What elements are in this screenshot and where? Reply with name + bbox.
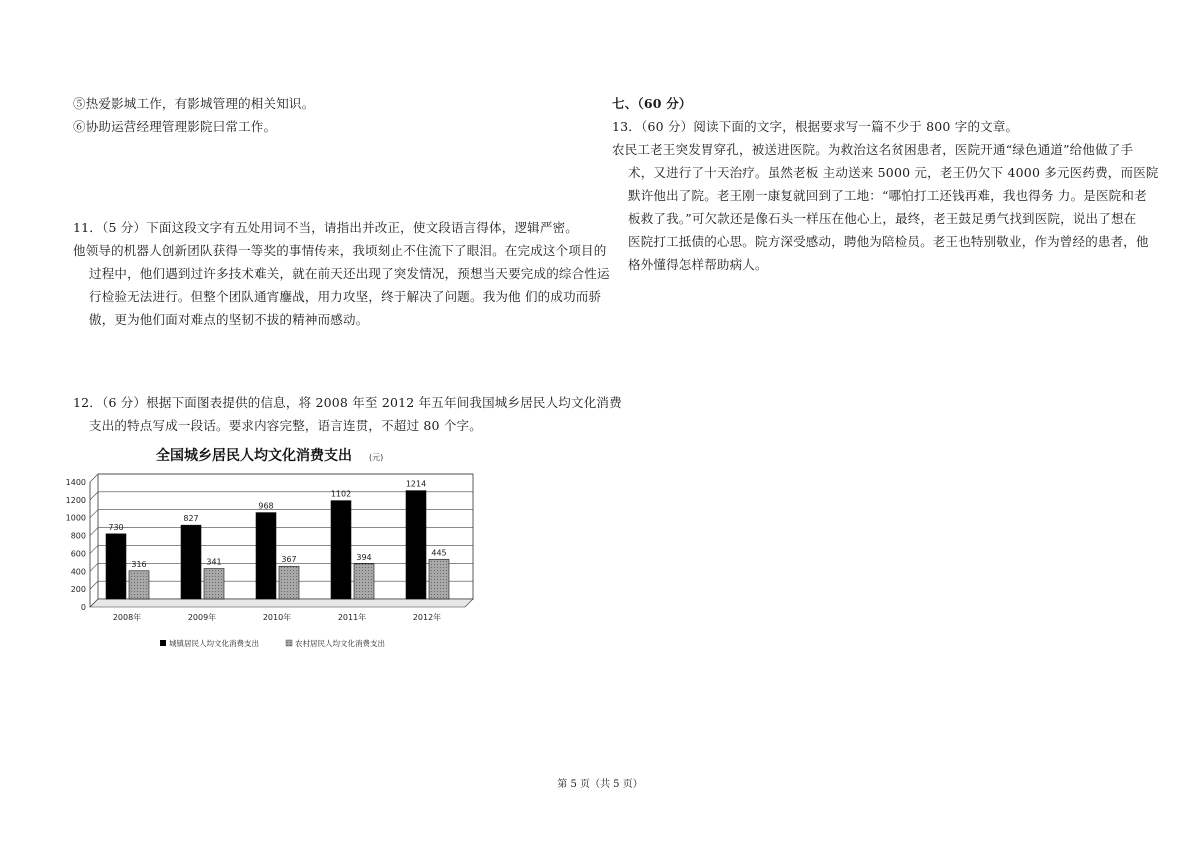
chart-floor xyxy=(90,599,473,607)
bar-rural xyxy=(204,569,224,599)
y-tick-label: 1200 xyxy=(65,495,86,505)
x-tick-label: 2012年 xyxy=(412,613,442,622)
legend-swatch-rural xyxy=(286,640,292,646)
question-11-passage: 过程中，他们遇到过许多技术难关，就在前天还出现了突发情况，预想当天要完成的综合性运 xyxy=(89,266,610,281)
bar-urban xyxy=(331,501,351,599)
question-13-passage: 医院打工抵债的心思。院方深受感动，聘他为陪检员。老王也特别敬业，作为曾经的患者，他 xyxy=(628,234,1149,249)
y-tick-label: 400 xyxy=(70,567,86,577)
question-11-passage: 傲，更为他们面对难点的坚韧不拔的精神而感动。 xyxy=(89,312,369,327)
data-label: 968 xyxy=(258,501,274,511)
question-13-passage: 板救了我。”可欠款还是像石头一样压在他心上，最终，老王鼓足勇气找到医院，说出了想在 xyxy=(628,211,1137,226)
question-11-stem: 11．（5 分）下面这段文字有五处用词不当，请指出并改正，使文段语言得体，逻辑严密。 xyxy=(73,220,578,235)
x-tick-label: 2008年 xyxy=(112,613,142,622)
bar-rural xyxy=(279,566,299,599)
legend-label-urban: 城镇居民人均文化消费支出 xyxy=(169,639,259,648)
bar-rural xyxy=(129,571,149,599)
data-label: 394 xyxy=(356,552,372,562)
gridline-diag xyxy=(90,474,98,482)
gridline-diag xyxy=(90,581,98,589)
data-label: 367 xyxy=(281,555,297,565)
gridline-diag xyxy=(90,545,98,553)
question-12-stem-cont: 支出的特点写成一段话。要求内容完整，语言连贯，不超过 80 个字。 xyxy=(89,418,482,433)
right-column xyxy=(612,92,1159,276)
y-tick-label: 800 xyxy=(70,531,86,541)
question-11-passage: 他领导的机器人创新团队获得一等奖的事情传来，我顷刻止不住流下了眼泪。在完成这个项目的 xyxy=(73,243,607,258)
question-13-passage: 术，又进行了十天治疗。虽然老板 主动送来 5000 元，老王仍欠下 4000 多元医药费，而医院 xyxy=(628,165,1159,180)
gridline-diag xyxy=(90,528,98,536)
x-tick-label: 2009年 xyxy=(187,613,217,622)
chart-title: 全国城乡居民人均文化消费支出 xyxy=(156,448,352,464)
section-heading: 七、（60 分） xyxy=(612,96,692,111)
bar-rural xyxy=(354,564,374,599)
x-tick-label: 2011年 xyxy=(337,613,367,622)
y-tick-label: 0 xyxy=(80,603,86,612)
gridline-diag xyxy=(90,492,98,500)
question-13-passage: 格外懂得怎样帮助病人。 xyxy=(628,257,768,272)
question-11-passage: 行检验无法进行。但整个团队通宵鏖战，用力攻坚，终于解决了问题。我为他 们的成功而骄 xyxy=(89,289,602,304)
y-tick-label: 600 xyxy=(70,549,86,559)
x-tick-label: 2010年 xyxy=(262,613,292,622)
data-label: 1102 xyxy=(330,489,352,499)
gridline-diag xyxy=(90,563,98,571)
data-label: 827 xyxy=(183,514,199,524)
bar-urban xyxy=(256,513,276,599)
question-12-stem: 12．（6 分）根据下面图表提供的信息，将 2008 年至 2012 年五年间我国城乡居民人均文化消费 xyxy=(73,395,622,410)
data-label: 445 xyxy=(431,548,447,558)
chart-container xyxy=(65,444,488,659)
data-label: 341 xyxy=(206,557,222,567)
page-footer: 第 5 页（共 5 页） xyxy=(557,779,643,790)
legend-swatch-urban xyxy=(160,640,166,646)
question-13-passage: 默许他出了院。老王刚一康复就回到了工地：“哪怕打工还钱再难，我也得务 力。是医院和老 xyxy=(628,188,1147,203)
y-tick-label: 1000 xyxy=(65,513,86,523)
data-label: 1214 xyxy=(405,479,427,489)
bar-chart xyxy=(65,444,488,659)
y-tick-label: 1400 xyxy=(65,478,86,487)
list-item: ⑤热爱影城工作，有影城管理的相关知识。 xyxy=(73,96,315,111)
question-13-passage: 农民工老王突发胃穿孔，被送进医院。为救治这名贫困患者，医院开通“绿色通道”给他做了手 xyxy=(612,142,1134,157)
data-label: 316 xyxy=(131,559,147,569)
legend-label-rural: 农村居民人均文化消费支出 xyxy=(295,639,385,648)
y-tick-label: 200 xyxy=(70,585,86,595)
bar-rural xyxy=(429,559,449,599)
question-13-stem: 13．（60 分）阅读下面的文字，根据要求写一篇不少于 800 字的文章。 xyxy=(612,119,1019,134)
list-item: ⑥协助运营经理管理影院曰常工作。 xyxy=(73,119,277,134)
gridline-diag xyxy=(90,510,98,518)
chart-title-unit: (元) xyxy=(369,453,384,462)
left-column xyxy=(73,92,622,437)
bar-urban xyxy=(181,525,201,599)
bar-urban xyxy=(406,491,426,599)
data-label: 730 xyxy=(108,522,124,532)
bar-urban xyxy=(106,534,126,599)
